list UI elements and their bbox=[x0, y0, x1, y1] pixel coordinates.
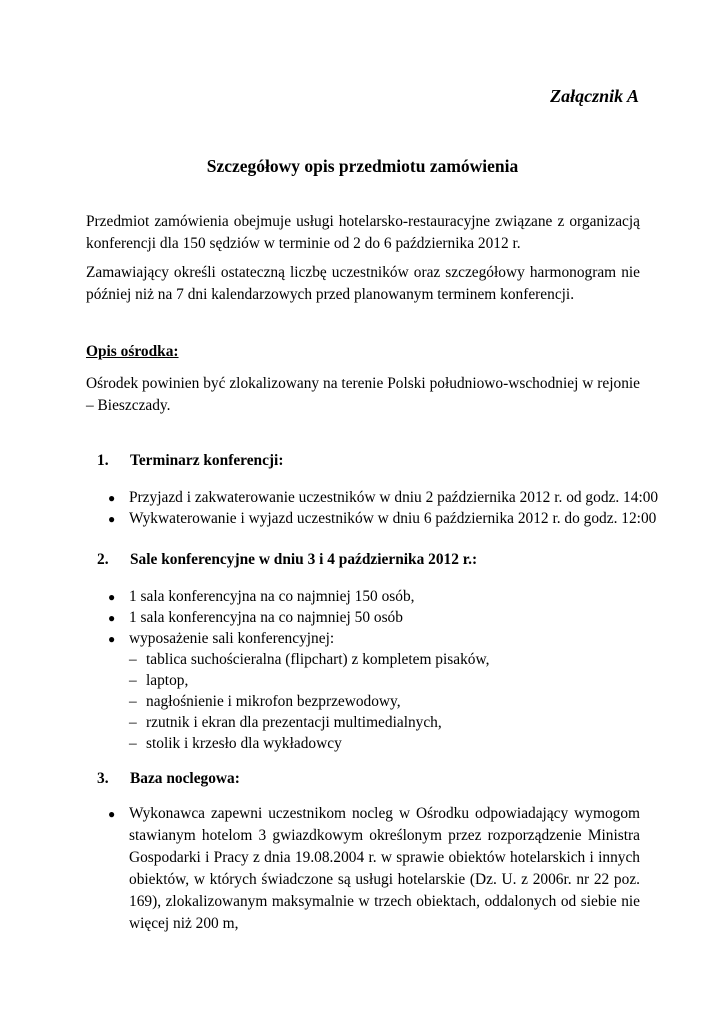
document-title: Szczegółowy opis przedmiotu zamówienia bbox=[206, 156, 519, 176]
facility-heading: Opis ośrodka: bbox=[86, 343, 179, 360]
dash-icon: – bbox=[129, 672, 137, 689]
section-title: Terminarz konferencji: bbox=[130, 452, 284, 469]
dash-icon: – bbox=[129, 714, 137, 731]
bullet-icon: ● bbox=[108, 611, 116, 625]
bullet-icon: ● bbox=[108, 491, 116, 505]
annex-label: Załącznik A bbox=[550, 86, 639, 106]
section-number: 3. bbox=[97, 770, 109, 787]
dash-icon: – bbox=[129, 693, 137, 710]
intro-paragraph-2: Zamawiający określi ostateczną liczbę uczestników oraz szczegółowy harmonogram nie później niż na 7 dni kalendarzowych przed planowanym terminem konferencji. bbox=[86, 264, 640, 303]
section-number: 2. bbox=[97, 551, 109, 568]
section-title: Sale konferencyjne w dniu 3 i 4 października 2012 r.: bbox=[130, 551, 478, 568]
section-number: 1. bbox=[97, 452, 109, 469]
dash-icon: – bbox=[129, 735, 137, 752]
dash-icon: – bbox=[129, 651, 137, 668]
intro-paragraph-1: Przedmiot zamówienia obejmuje usługi hotelarsko-restauracyjne związane z organizacją konferencji dla 150 sędziów w terminie od 2 do 6 października 2012 r. bbox=[86, 213, 640, 252]
bullet-icon: ● bbox=[108, 512, 116, 526]
list-item: Wykonawca zapewni uczestnikom nocleg w Ośrodku odpowiadający wymogom stawianym hotelom 3 gwiazdkowym określonym przez rozporządzenie Ministra Gospodarki i Pracy z dnia 19.08.2004 r. w sprawie obiektów hotelarskich i innych obiektów, w których świadczone są usługi hotelarskie (Dz. U. z 2006r. nr 22 poz. 169), zlokalizowanym maksymalnie w trzech obiektach, oddalonych od siebie nie więcej niż 200 m, bbox=[129, 805, 640, 932]
facility-paragraph: Ośrodek powinien być zlokalizowany na terenie Polski południowo-wschodniej w rejonie – Bieszczady. bbox=[86, 375, 640, 414]
document-page: Załącznik A Szczegółowy opis przedmiotu zamówienia Przedmiot zamówienia obejmuje usługi hotelarsko-restauracyjne związane z organizacją konferencji dla 150 sędziów w terminie od 2 do 6 października 2012 r. Zamawiający określi ostateczną liczbę uczestników oraz szczegółowy harmonogram nie później niż na 7 dni kalendarzowych przed planowanym terminem konferencji. Opis ośrodka: Ośrodek powinien być zlokalizowany na terenie Polski południowo-wschodniej w rejonie – Bieszczady. 1. Terminarz konferencji: ● Przyjazd i zakwaterowanie uczestników w dniu 2 października 2012 r. od godz. 14:00 ● Wykwaterowanie i wyjazd uczestników w dniu 6 października 2012 r. do godz. 12:00 2. Sale konferencyjne w dniu 3 i 4 października 2012 r.: ● 1 sala konferencyjna na co najmniej 150 osób, ● 1 sala konferencyjna na co najmniej 50 osób ● wyposażenie sali konferencyjnej: – tablica suchościeralna (flipchart) z kompletem pisaków, – laptop, – nagłośnienie i mikrofon bezprzewodowy, – rzutnik i ekran dla prezentacji multimedialnych, – stolik i krzesło dla wykładowcy 3. Baza noclegowa: ● Wykonawca zapewni uczestnikom nocleg w Ośrodku odpowiadający wymogom stawianym hotelom 3 gwiazdkowym określonym przez rozporządzenie Ministra Gospodarki i Pracy z dnia 19.08.2004 r. w sprawie obiektów hotelarskich i innych obiektów, w których świadczone są usługi hotelarskie (Dz. U. z 2006r. nr 22 poz. 169), zlokalizowanym maksymalnie w trzech obiektach, oddalonych od siebie nie więcej niż 200 m, bbox=[0, 0, 725, 1024]
bullet-icon: ● bbox=[108, 590, 116, 604]
section-title: Baza noclegowa: bbox=[130, 770, 240, 787]
bullet-icon: ● bbox=[108, 807, 116, 821]
bullet-icon: ● bbox=[108, 632, 116, 646]
